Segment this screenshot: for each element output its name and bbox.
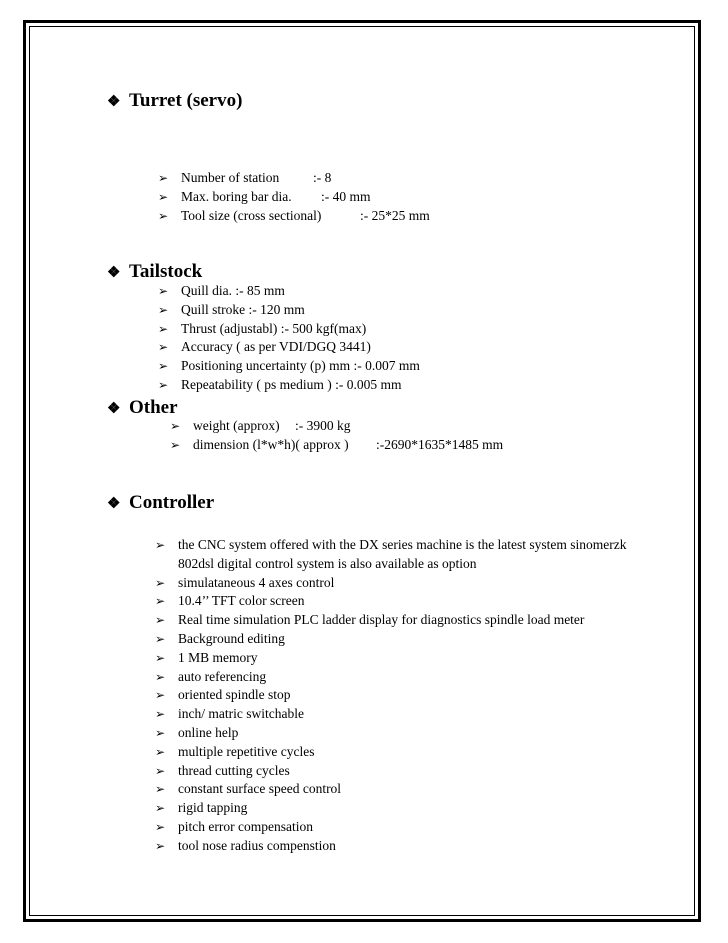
arrowhead-icon: ➢ [158, 284, 169, 298]
list-item [155, 799, 660, 818]
controller-list [155, 536, 660, 856]
diamond-dots-icon: ❖ [107, 265, 121, 281]
list-item [155, 611, 660, 630]
arrowhead-icon: ➢ [155, 707, 166, 722]
item-text: Thrust (adjustabl) :- 500 kgf(max) [181, 320, 367, 336]
arrowhead-icon: ➢ [155, 801, 166, 816]
arrowhead-icon: ➢ [155, 725, 166, 740]
list-item [155, 818, 660, 837]
list-item [155, 592, 660, 611]
turret-heading [107, 90, 242, 113]
arrowhead-icon: ➢ [155, 650, 166, 665]
turret-list [158, 169, 430, 225]
arrowhead-icon: ➢ [170, 419, 181, 433]
arrowhead-icon: ➢ [158, 321, 169, 336]
arrowhead-icon: ➢ [155, 613, 166, 628]
item-text: tool nose radius compenstion [178, 837, 336, 853]
list-item [158, 207, 430, 226]
arrowhead-icon: ➢ [170, 437, 181, 452]
list-item [170, 436, 503, 455]
arrowhead-icon: ➢ [155, 669, 166, 684]
list-item [155, 686, 660, 705]
tailstock-list [158, 282, 420, 395]
controller-heading [107, 492, 214, 515]
arrowhead-icon: ➢ [155, 688, 166, 703]
list-item [155, 668, 660, 687]
tailstock-heading-text: Tailstock [129, 261, 203, 282]
item-label: Number of station [181, 170, 280, 185]
item-text: 1 MB memory [178, 649, 258, 665]
arrowhead-icon: ➢ [155, 575, 166, 590]
item-text: multiple repetitive cycles [178, 743, 315, 759]
item-value: :- 40 mm [321, 188, 371, 204]
list-item [155, 705, 660, 724]
list-item [155, 837, 660, 856]
item-text: Quill dia. :- 85 mm [181, 283, 285, 298]
diamond-dots-icon: ❖ [107, 94, 121, 110]
list-item [158, 282, 420, 301]
list-item [155, 762, 660, 781]
item-text: inch/ matric switchable [178, 706, 304, 722]
arrowhead-icon: ➢ [155, 594, 166, 609]
arrowhead-icon: ➢ [158, 171, 169, 185]
item-text: constant surface speed control [178, 781, 342, 797]
item-label: Max. boring bar dia. [181, 188, 292, 204]
arrowhead-icon: ➢ [155, 819, 166, 834]
arrowhead-icon: ➢ [155, 631, 166, 646]
item-value: :- 3900 kg [295, 418, 351, 433]
arrowhead-icon: ➢ [158, 340, 169, 355]
item-text: auto referencing [178, 668, 267, 684]
item-value: :- 8 [313, 170, 332, 185]
arrowhead-icon: ➢ [158, 302, 169, 317]
arrowhead-icon: ➢ [158, 377, 169, 392]
arrowhead-icon: ➢ [155, 538, 166, 552]
list-item [155, 649, 660, 668]
list-item [155, 574, 660, 593]
item-text: rigid tapping [178, 800, 248, 816]
item-value: :- 25*25 mm [360, 207, 430, 223]
list-item [155, 630, 660, 649]
arrowhead-icon: ➢ [155, 838, 166, 853]
item-label: dimension (l*w*h)( approx ) [193, 436, 349, 452]
item-text: Repeatability ( ps medium ) :- 0.005 mm [181, 376, 402, 392]
item-text: online help [178, 724, 239, 740]
item-label: Tool size (cross sectional) [181, 207, 322, 223]
arrowhead-icon: ➢ [155, 763, 166, 778]
item-text: pitch error compensation [178, 818, 313, 834]
list-item [170, 417, 503, 436]
other-heading [107, 397, 178, 420]
item-text: Positioning uncertainty (p) mm :- 0.007 mm [181, 358, 420, 374]
item-text: oriented spindle stop [178, 687, 291, 703]
list-item [155, 743, 660, 762]
tailstock-heading [107, 261, 202, 284]
list-item [158, 301, 420, 320]
item-text: Accuracy ( as per VDI/DGQ 3441) [181, 339, 371, 355]
item-text: the CNC system offered with the DX series machine is the latest system sinomerzk 802dsl digital control system is also available as option [178, 537, 627, 571]
item-value: :-2690*1635*1485 mm [376, 436, 504, 452]
item-text: Quill stroke :- 120 mm [181, 301, 305, 317]
controller-heading-text: Controller [129, 492, 215, 513]
item-text: Real time simulation PLC ladder display for diagnostics spindle load meter [178, 612, 585, 628]
item-text: thread cutting cycles [178, 762, 290, 778]
list-item [158, 357, 420, 376]
turret-heading-text: Turret (servo) [129, 90, 243, 111]
item-label: weight (approx) [193, 418, 280, 433]
list-item [158, 188, 430, 207]
arrowhead-icon: ➢ [155, 744, 166, 759]
list-item [158, 169, 430, 188]
other-heading-text: Other [129, 397, 178, 418]
other-list [170, 417, 503, 455]
item-text: 10.4’’ TFT color screen [178, 593, 305, 609]
list-item [158, 338, 420, 357]
list-item [155, 780, 660, 799]
diamond-dots-icon: ❖ [107, 401, 121, 417]
diamond-dots-icon: ❖ [107, 496, 121, 512]
arrowhead-icon: ➢ [158, 359, 169, 374]
list-item [155, 724, 660, 743]
arrowhead-icon: ➢ [158, 189, 169, 204]
list-item [155, 536, 660, 574]
arrowhead-icon: ➢ [155, 782, 166, 797]
item-text: simulataneous 4 axes control [178, 574, 335, 590]
list-item [158, 320, 420, 339]
list-item [158, 376, 420, 395]
arrowhead-icon: ➢ [158, 208, 169, 223]
item-text: Background editing [178, 630, 285, 646]
